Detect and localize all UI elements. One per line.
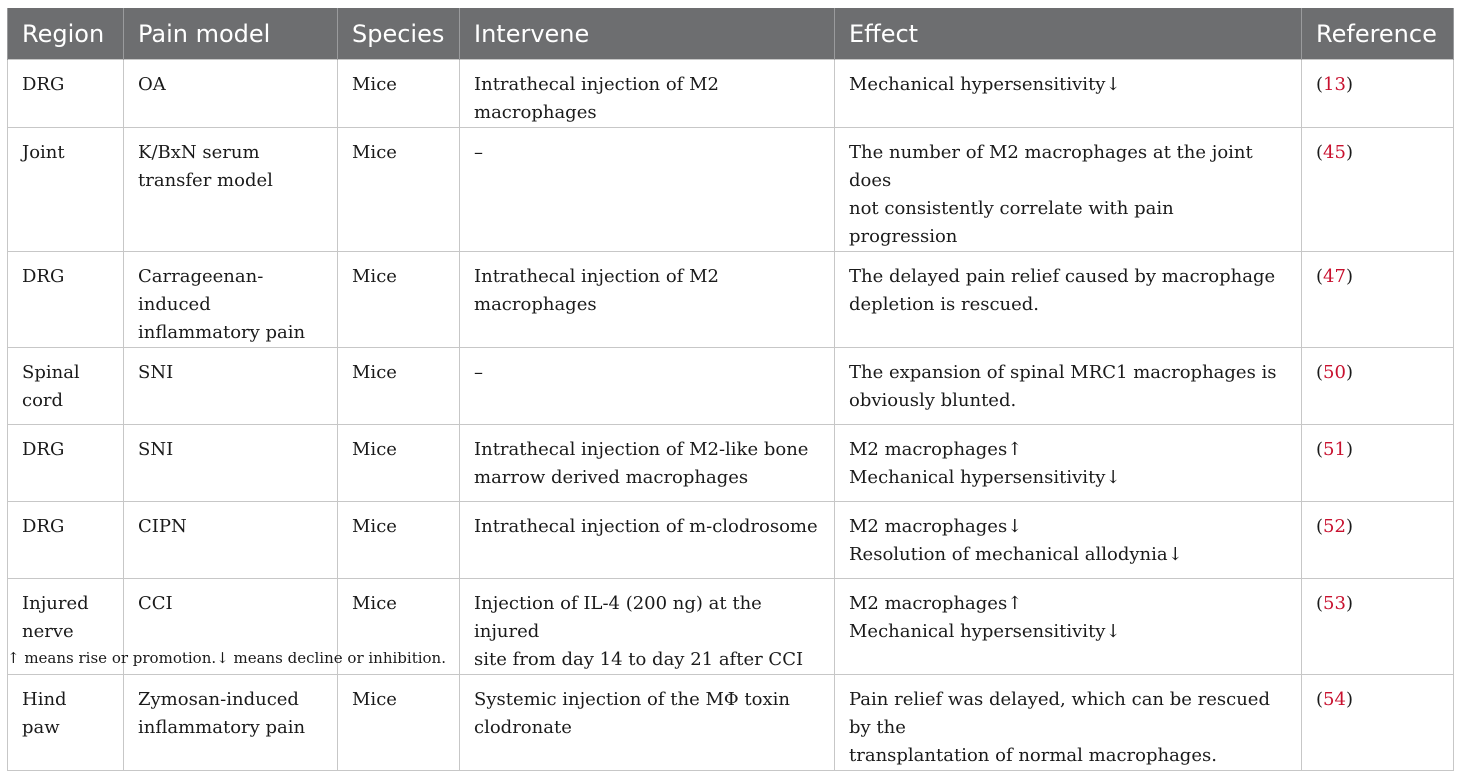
column-header-effect: Effect [835, 8, 1302, 60]
cell-effect: Pain relief was delayed, which can be rescued by the transplantation of normal macrophages. [835, 675, 1302, 771]
table-row [8, 425, 1454, 502]
cell-intervene: – [460, 128, 835, 252]
cell-species: Mice [338, 252, 460, 348]
table-footnote: ↑ means rise or promotion.↓ means decline or inhibition. [7, 649, 446, 667]
table-row [8, 60, 1454, 128]
cell-region: DRG [8, 425, 124, 502]
cell-effect: The delayed pain relief caused by macrophage depletion is rescued. [835, 252, 1302, 348]
column-header-species: Species [338, 8, 460, 60]
cell-region: DRG [8, 252, 124, 348]
cell-reference: (13) [1302, 60, 1454, 128]
cell-species: Mice [338, 675, 460, 771]
cell-pain-model: OA [124, 60, 338, 128]
cell-effect: M2 macrophages↓ Resolution of mechanical allodynia↓ [835, 502, 1302, 579]
cell-intervene: Intrathecal injection of M2 macrophages [460, 60, 835, 128]
cell-species: Mice [338, 425, 460, 502]
cell-reference: (54) [1302, 675, 1454, 771]
reference-link[interactable]: 51 [1323, 439, 1346, 460]
reference-link[interactable]: 13 [1323, 74, 1346, 95]
cell-species: Mice [338, 502, 460, 579]
table-row [8, 502, 1454, 579]
cell-intervene: Intrathecal injection of M2 macrophages [460, 252, 835, 348]
cell-pain-model: Carrageenan-induced inflammatory pain [124, 252, 338, 348]
column-header-pain-model: Pain model [124, 8, 338, 60]
cell-species: Mice [338, 60, 460, 128]
cell-effect: The expansion of spinal MRC1 macrophages is obviously blunted. [835, 348, 1302, 425]
table-row [8, 348, 1454, 425]
cell-region: DRG [8, 60, 124, 128]
cell-region: Injured nerve [8, 579, 124, 675]
column-header-intervene: Intervene [460, 8, 835, 60]
cell-pain-model: SNI [124, 425, 338, 502]
table-row [8, 252, 1454, 348]
cell-reference: (50) [1302, 348, 1454, 425]
cell-reference: (45) [1302, 128, 1454, 252]
cell-pain-model: CIPN [124, 502, 338, 579]
cell-effect: Mechanical hypersensitivity↓ [835, 60, 1302, 128]
reference-link[interactable]: 54 [1323, 689, 1346, 710]
reference-link[interactable]: 50 [1323, 362, 1346, 383]
cell-intervene: Intrathecal injection of M2-like bone marrow derived macrophages [460, 425, 835, 502]
cell-reference: (52) [1302, 502, 1454, 579]
cell-pain-model: K/BxN serum transfer model [124, 128, 338, 252]
cell-intervene: Intrathecal injection of m-clodrosome [460, 502, 835, 579]
cell-intervene: Injection of IL-4 (200 ng) at the injured site from day 14 to day 21 after CCI [460, 579, 835, 675]
column-header-reference: Reference [1302, 8, 1454, 60]
cell-pain-model: CCI [124, 579, 338, 675]
cell-species: Mice [338, 128, 460, 252]
column-header-region: Region [8, 8, 124, 60]
cell-region: Hind paw [8, 675, 124, 771]
table-row [8, 128, 1454, 252]
cell-reference: (47) [1302, 252, 1454, 348]
cell-effect: The number of M2 macrophages at the joint does not consistently correlate with pain progression [835, 128, 1302, 252]
cell-reference: (53) [1302, 579, 1454, 675]
cell-species: Mice [338, 579, 460, 675]
cell-region: DRG [8, 502, 124, 579]
cell-intervene: Systemic injection of the MΦ toxin clodronate [460, 675, 835, 771]
cell-reference: (51) [1302, 425, 1454, 502]
cell-pain-model: Zymosan-induced inflammatory pain [124, 675, 338, 771]
table-row [8, 675, 1454, 771]
reference-link[interactable]: 52 [1323, 516, 1346, 537]
reference-link[interactable]: 47 [1323, 266, 1346, 287]
reference-link[interactable]: 45 [1323, 142, 1346, 163]
cell-region: Joint [8, 128, 124, 252]
cell-pain-model: SNI [124, 348, 338, 425]
cell-species: Mice [338, 348, 460, 425]
cell-region: Spinal cord [8, 348, 124, 425]
header-row [8, 8, 1454, 60]
cell-intervene: – [460, 348, 835, 425]
cell-effect: M2 macrophages↑ Mechanical hypersensitivity↓ [835, 579, 1302, 675]
cell-effect: M2 macrophages↑ Mechanical hypersensitivity↓ [835, 425, 1302, 502]
reference-link[interactable]: 53 [1323, 593, 1346, 614]
